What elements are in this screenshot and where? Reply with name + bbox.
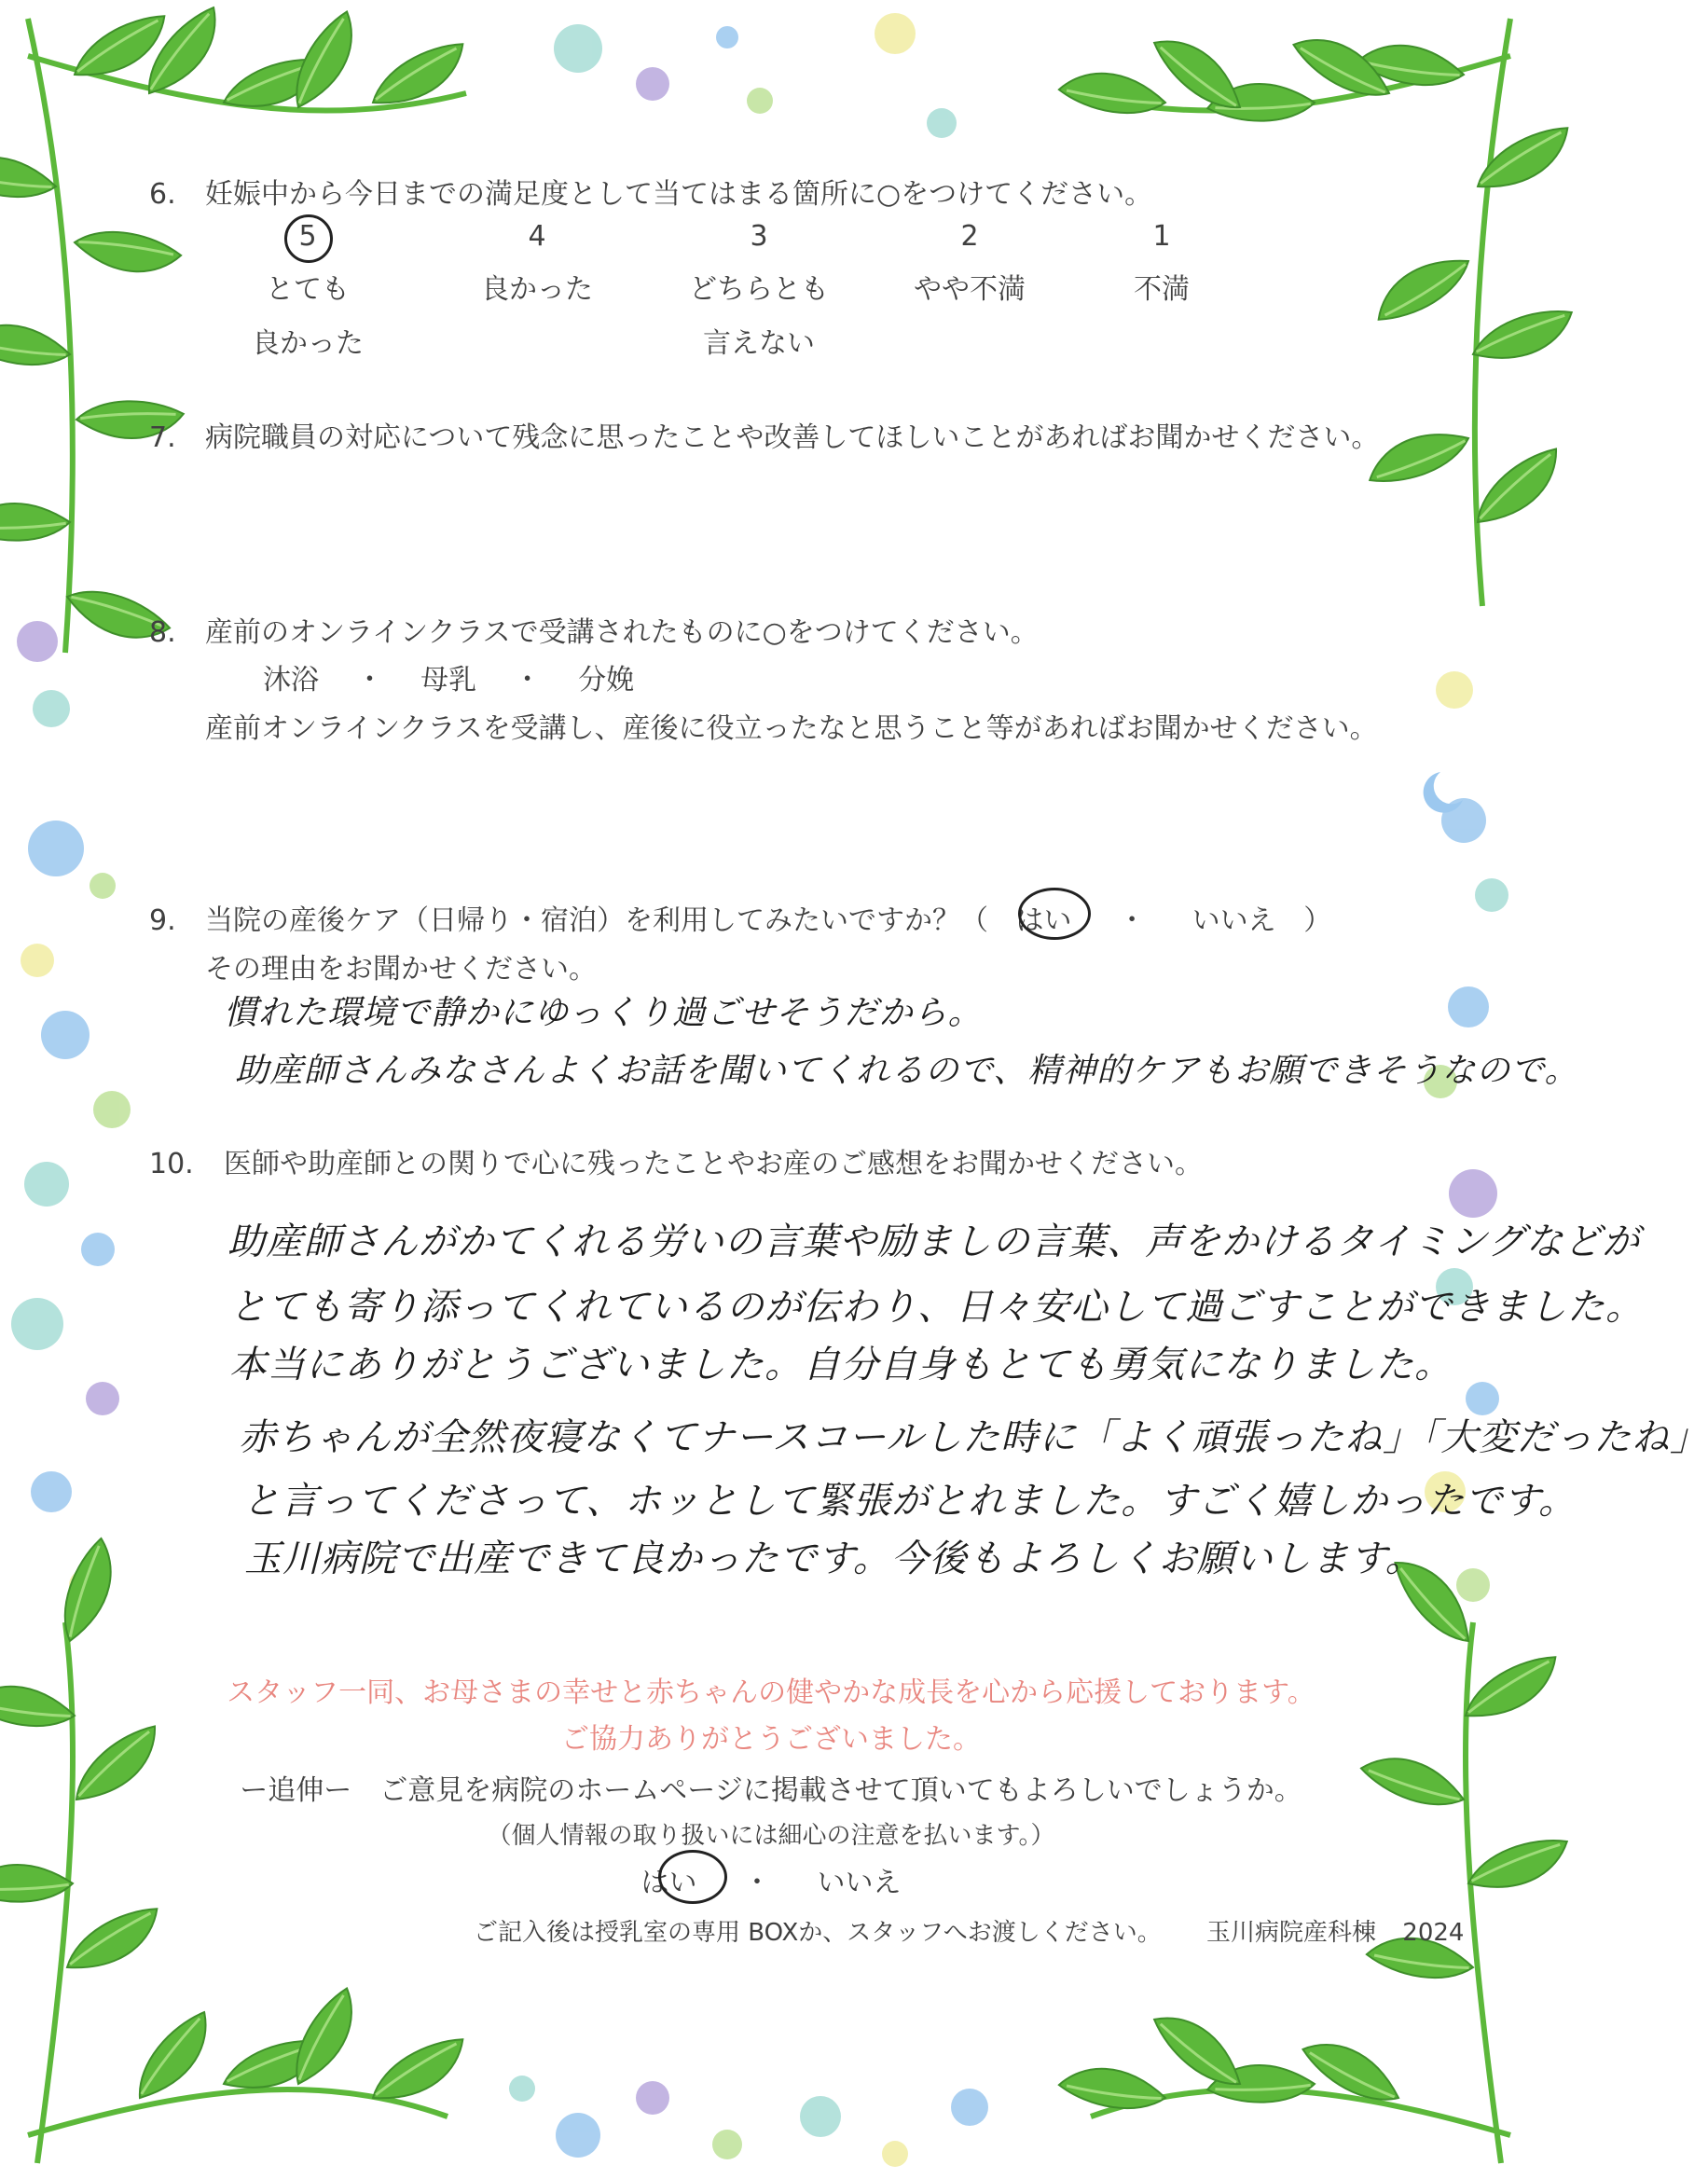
q9-number: 9.	[149, 904, 176, 937]
postscript-separator: ・	[743, 1867, 771, 1899]
vine-top-right	[1057, 19, 1579, 606]
q6-question	[149, 171, 1152, 212]
q6-option-4[interactable]	[444, 220, 630, 307]
q8-separator: ・	[513, 664, 542, 696]
q7-text: 病院職員の対応について残念に思ったことや改善してほしいことがあればお聞かせください。	[205, 421, 1380, 454]
q9-followup: その理由をお聞かせください。	[205, 953, 597, 986]
q10-answer-line: と言ってくださって、ホッとして緊張がとれました。すごく嬉しかったです。	[242, 1480, 1577, 1523]
q8-question	[149, 609, 1039, 650]
footer-instruction: ご記入後は授乳室の専用 BOXか、スタッフへお渡しください。	[474, 1919, 1162, 1947]
q9-separator: ・	[1118, 904, 1147, 937]
q10-answer-line: 赤ちゃんが全然夜寝なくてナースコールした時に「よく頑張ったね」「大変だったね」	[239, 1416, 1708, 1459]
q6-option-label: とても	[266, 273, 350, 306]
q8-option-delivery[interactable]: 分娩	[578, 664, 635, 696]
q9-close: ）	[1303, 904, 1332, 937]
q9-answer-line: 助産師さんみなさんよくお話を聞いてくれるので、精神的ケアもお願できそうなので。	[235, 1052, 1579, 1090]
postscript-note: （個人情報の取り扱いには細心の注意を払います。）	[487, 1822, 1055, 1850]
q6-option-label: 言えない	[703, 327, 815, 360]
q8-option-breastfeeding[interactable]: 母乳	[420, 664, 477, 696]
q9-text: 当院の産後ケア（日帰り・宿泊）を利用してみたいですか？（	[205, 904, 988, 937]
q6-selected-mark	[284, 214, 333, 263]
q6-option-label: やや不満	[914, 273, 1026, 306]
footer	[474, 1913, 1464, 1948]
q10-answer-line: とても寄り添ってくれているのが伝わり、日々安心して過ごすことができました。	[229, 1286, 1644, 1329]
q6-number: 6.	[149, 178, 176, 211]
q10-answer-line: 助産師さんがかてくれる労いの言葉や励ましの言葉、声をかけるタイミングなどが	[227, 1221, 1641, 1263]
postscript-choice	[0, 1859, 1542, 1900]
q8-text: 産前のオンラインクラスで受講されたものに○をつけてください。	[205, 616, 1039, 649]
q6-option-3[interactable]	[666, 220, 852, 361]
q9-question	[149, 897, 1331, 938]
q9-no-option[interactable]: いいえ	[1191, 904, 1276, 937]
q10-question	[149, 1140, 1203, 1181]
q6-option-label: 良かった	[481, 273, 593, 306]
q6-option-2[interactable]	[876, 220, 1063, 307]
q10-number: 10.	[149, 1148, 194, 1180]
q6-option-score: 3	[750, 220, 768, 253]
q9-answer-line: 慣れた環境で静かにゆっくり過ごせそうだから。	[224, 994, 983, 1032]
vine-bottom-right	[1057, 1546, 1573, 2163]
q10-answer-line: 玉川病院で出産できて良かったです。今後もよろしくお願いします。	[244, 1538, 1424, 1580]
footer-org: 玉川病院産科棟	[1206, 1919, 1377, 1947]
q6-option-label: 不満	[1134, 273, 1190, 306]
q6-option-label: どちらとも	[689, 273, 829, 306]
q8-separator: ・	[355, 664, 384, 696]
footer-year: 2024	[1402, 1919, 1465, 1947]
postscript-selected-mark	[658, 1850, 727, 1904]
crescent-moon-icon	[1424, 772, 1463, 813]
q10-text: 医師や助産師との関りで心に残ったことやお産のご感想をお聞かせください。	[224, 1148, 1203, 1180]
q8-options	[263, 656, 634, 697]
q8-number: 8.	[149, 616, 176, 649]
q9-yes-option[interactable]: はい	[1015, 904, 1072, 937]
q6-option-label: 良かった	[252, 327, 364, 360]
q6-option-score: 5	[298, 220, 317, 253]
q6-option-1[interactable]	[1068, 220, 1255, 307]
q7-number: 7.	[149, 421, 176, 454]
q10-answer-line: 本当にありがとうございました。自分自身もとても勇気になりました。	[229, 1344, 1453, 1386]
thanks-message: スタッフ一同、お母さまの幸せと赤ちゃんの健やかな成長を心から応援しております。	[227, 1676, 1315, 1709]
thanks-message: ご協力ありがとうございました。	[561, 1723, 981, 1756]
q6-option-score: 2	[960, 220, 979, 253]
postscript-no-option[interactable]: いいえ	[817, 1867, 902, 1899]
q8-followup: 産前オンラインクラスを受講し、産後に役立ったなと思うこと等があればお聞かせください。	[205, 712, 1378, 745]
postscript-text: ー追伸ー ご意見を病院のホームページに掲載させて頂いてもよろしいでしょうか。	[240, 1774, 1302, 1807]
q6-option-score: 1	[1152, 220, 1171, 253]
q9-selected-mark	[1015, 888, 1091, 940]
q6-text: 妊娠中から今日までの満足度として当てはまる箇所に○をつけてください。	[205, 178, 1153, 211]
q8-option-bath[interactable]: 沐浴	[263, 664, 319, 696]
postscript-yes-option[interactable]: はい	[640, 1867, 697, 1899]
q7-question	[149, 414, 1379, 455]
q6-option-score: 4	[528, 220, 546, 253]
